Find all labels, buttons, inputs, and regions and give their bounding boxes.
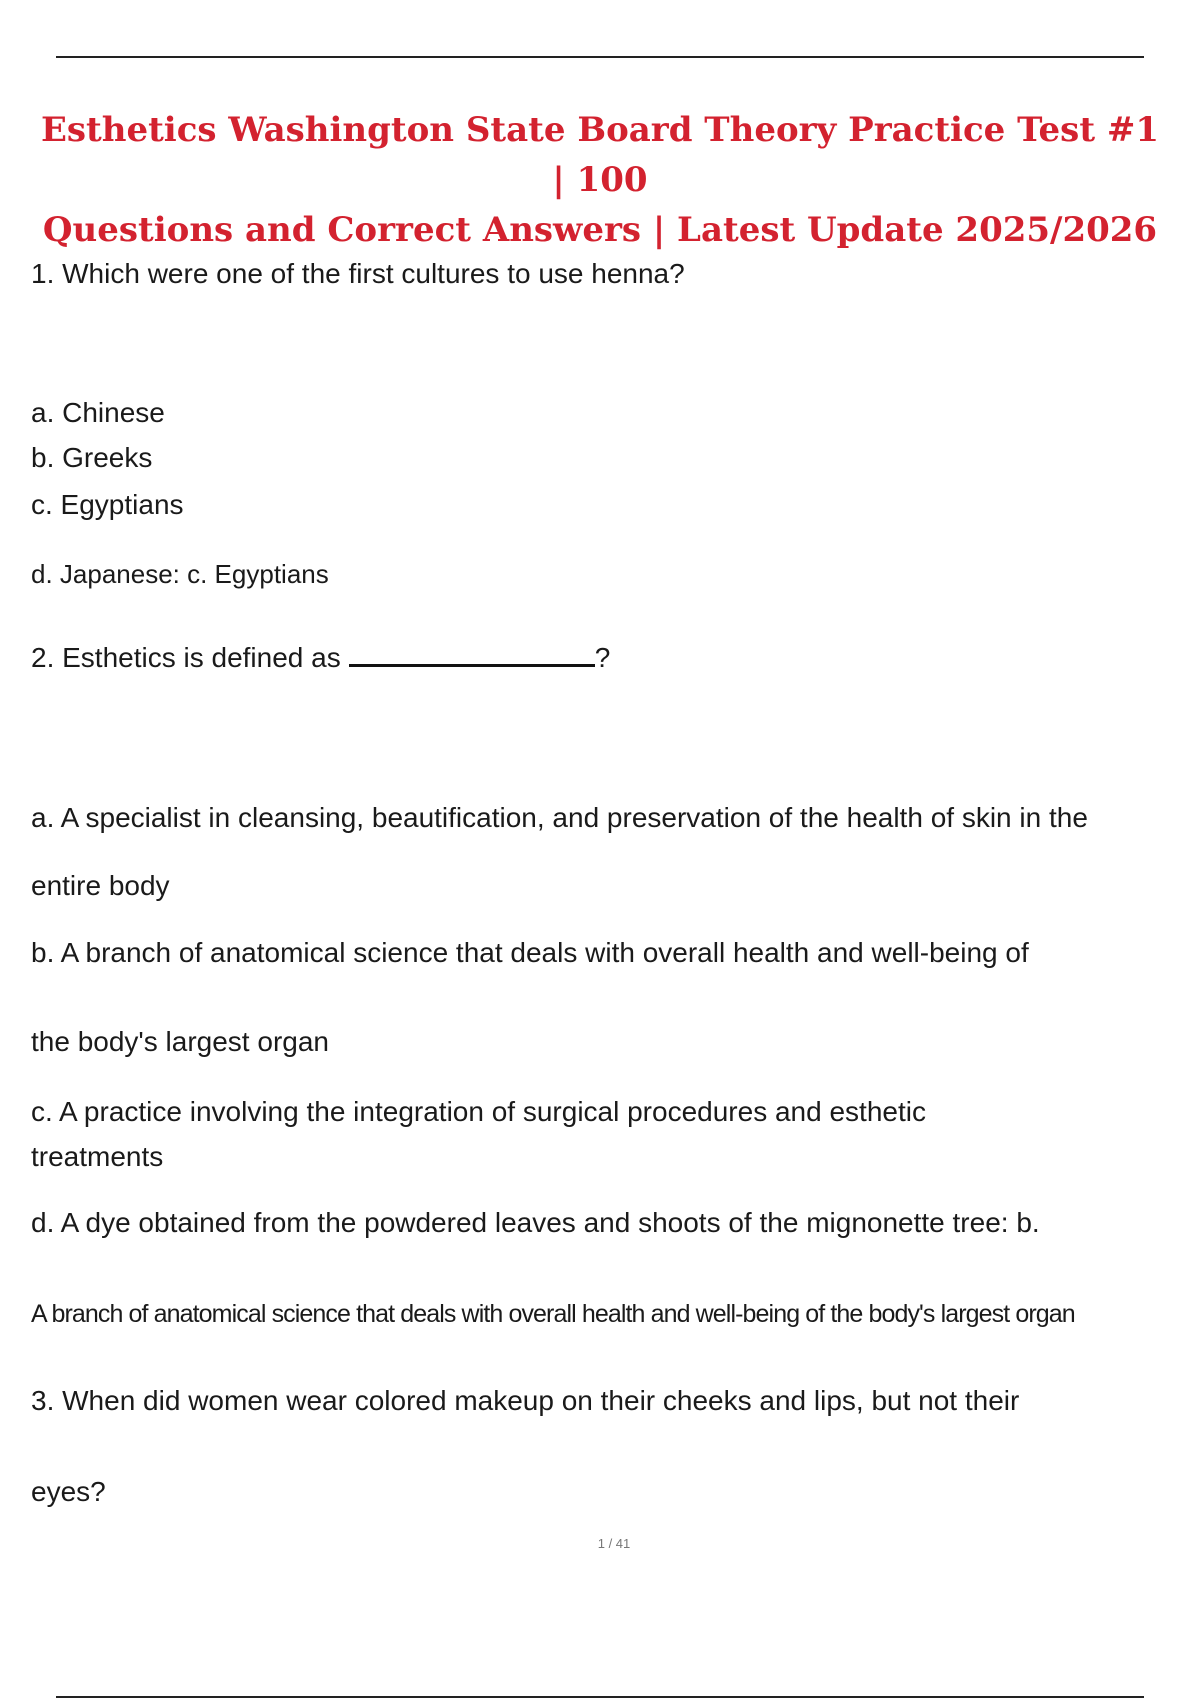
- q1-option-a: a. Chinese: [31, 397, 165, 428]
- question-1: 1. Which were one of the first cultures to use henna?: [31, 258, 685, 289]
- q2-option-c-line-1: c. A practice involving the integration of surgical procedures and esthetic: [31, 1096, 926, 1127]
- answer-blank: [349, 642, 595, 667]
- q1-option-b: b. Greeks: [31, 442, 153, 473]
- question-2-text: 2. Esthetics is defined as: [31, 642, 341, 673]
- title-line-2: Questions and Correct Answers | Latest Update 2025/2026: [42, 210, 1158, 250]
- q1-option-c: c. Egyptians: [31, 489, 184, 520]
- q2-option-a-line-2: entire body: [31, 870, 170, 901]
- q2-correct-answer: A branch of anatomical science that deals with overall health and well-being of the body's largest organ: [31, 1300, 1075, 1328]
- q1-option-d-with-answer: d. Japanese: c. Egyptians: [31, 559, 329, 589]
- question-3-line-1: 3. When did women wear colored makeup on their cheeks and lips, but not their: [31, 1385, 1020, 1416]
- title-line-1: Esthetics Washington State Board Theory Practice Test #1 | 100: [40, 110, 1159, 200]
- bottom-rule: [56, 1696, 1144, 1698]
- document-title: [40, 105, 1160, 255]
- question-3-line-2: eyes?: [31, 1476, 106, 1507]
- q2-option-a-line-1: a. A specialist in cleansing, beautification, and preservation of the health of skin in the: [31, 802, 1088, 833]
- q2-option-b-line-1: b. A branch of anatomical science that deals with overall health and well-being of: [31, 937, 1029, 968]
- page-number: 1 / 41: [597, 1536, 631, 1551]
- q2-option-c-line-2: treatments: [31, 1141, 164, 1172]
- q2-option-b-line-2: the body's largest organ: [31, 1026, 329, 1057]
- q2-option-d-line-1: d. A dye obtained from the powdered leaves and shoots of the mignonette tree: b.: [31, 1207, 1040, 1238]
- question-2: [31, 641, 610, 675]
- question-2-mark: ?: [594, 642, 611, 673]
- top-rule: [56, 56, 1144, 58]
